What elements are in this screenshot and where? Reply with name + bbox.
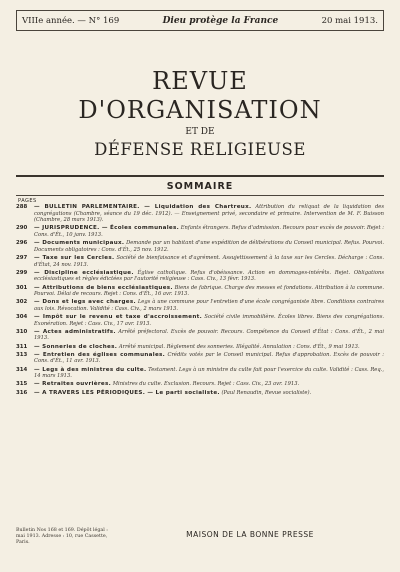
toc-summary: Arrêté municipal. Règlement des sonneries. Illégalité. Annulation : Cons. d'Ét., 9 mai 1913.: [118, 343, 360, 350]
toc-summary: Biens de fabrique. Charge des messes et fondations. Attribution à la commune. Pourvoi. Délai de recours. Rejet : Cons. d'Ét., 16 avr. 1913.: [34, 284, 385, 298]
toc-entry: [16, 344, 384, 351]
toc-page-number: 301: [16, 284, 28, 291]
toc-summary: Testament. Legs à un ministre du culte fait pour l'exercice du culte. Validité : Cass. Req., 14 mars 1913.: [34, 366, 384, 380]
toc-entry-text: [34, 225, 384, 238]
toc-page-number: 311: [16, 343, 28, 350]
toc-page-number: 304: [16, 314, 28, 321]
toc-entry-text: [34, 240, 384, 253]
toc-entry: [16, 390, 384, 397]
toc-summary: Enfants étrangers. Refus d'admission. Recours pour excès de pouvoir. Rejet : Cons. d'Ét., 10 janv. 1913.: [34, 225, 384, 238]
toc-entry: [16, 270, 384, 283]
toc-entry: [16, 329, 384, 342]
toc-entry-text: [34, 270, 384, 283]
toc-page-number: 290: [16, 225, 28, 232]
motto: Dieu protège la France: [162, 15, 279, 26]
toc-heading: — A TRAVERS LES PÉRIODIQUES. — Le parti socialiste.: [34, 389, 220, 396]
toc-entry-text: [34, 314, 384, 327]
toc-heading: — BULLETIN PARLEMENTAIRE. — Liquidation des Chartreux.: [34, 204, 252, 210]
toc-summary: Attribution du reliquat de la liquidation des congrégations (Chambre, séance du 19 déc. 1912). — Enseignement privé, secondaire et primaire. Intervention de M. F. Buisson (Chambre, 28 mars 1913).: [34, 204, 384, 224]
toc-page-number: 316: [16, 389, 28, 396]
publisher-name: MAISON DE LA BONNE PRESSE: [186, 530, 314, 539]
toc-heading: — Legs à des ministres du culte.: [34, 366, 147, 373]
issue-header: [16, 10, 384, 31]
toc-page-number: 296: [16, 240, 28, 247]
toc-summary: Ministres du culte. Exclusion. Recours. Rejet : Cass. Civ., 23 avr. 1913.: [112, 381, 300, 388]
masthead-line-2: D'ORGANISATION: [78, 96, 322, 124]
toc-entry: [16, 204, 384, 224]
toc-entry-text: [34, 344, 384, 351]
masthead-line-1: REVUE: [152, 67, 248, 95]
toc-entry: [16, 240, 384, 253]
masthead-line-4: DÉFENSE RELIGIEUSE: [94, 140, 306, 159]
toc-entry-text: [34, 299, 384, 312]
toc-summary: Legs à une commune pour l'entretien d'une école congréganiste libre. Conditions contraires aux lois. Révocation. Validité : Cass. Civ., 2 mars 1913.: [34, 299, 385, 312]
toc-heading: — Retraites ouvrières.: [34, 381, 112, 388]
toc-page-number: 297: [16, 254, 28, 261]
toc-summary: Société de bienfaisance et d'agrément. Assujettissement à la taxe sur les Cercles. Décharge : Cons. d'État, 24 nov. 1913.: [34, 254, 384, 268]
toc-entry-text: [34, 367, 384, 380]
toc-entry-text: [34, 204, 384, 224]
toc-summary: Arrêté préfectoral. Excès de pouvoir. Recours. Compétence du Conseil d'État : Cons. d'Ét., 2 mai 1913.: [34, 328, 384, 342]
toc-page-number: 310: [16, 328, 28, 335]
toc-entry: [16, 225, 384, 238]
toc-entry: [16, 285, 384, 298]
toc-heading: — Attributions de biens ecclésiastiques.: [34, 284, 173, 291]
toc-summary: Église catholique. Refus d'obéissance. Action en dommages-intérêts. Rejet. Obligations ecclésiastiques et règles édictées par l'autorité religieuse : Cass. Civ., 13 févr. 1913.: [34, 269, 384, 283]
toc-entry-text: [34, 390, 384, 397]
toc-summary: Crédits votés par le Conseil municipal. Refus d'approbation. Excès de pouvoir : Cons. d'Ét., 11 avr. 1913.: [34, 351, 384, 365]
toc-heading: — Dons et legs avec charges.: [34, 299, 136, 306]
sommaire-divider: [16, 195, 384, 196]
toc-entry: [16, 299, 384, 312]
toc-page-number: 299: [16, 269, 28, 276]
toc-summary: Société civile immobilière. Écoles libres. Biens des congrégations. Exonération. Rejet : Cass. Civ., 17 avr. 1913.: [34, 314, 384, 327]
toc-page-number: 315: [16, 381, 28, 388]
page-footer: [16, 528, 384, 546]
toc-page-number: 302: [16, 299, 28, 306]
toc-heading: — Entretien des églises communales.: [34, 351, 166, 358]
toc-summary: (Paul Renaudin, Revue socialiste).: [221, 389, 312, 396]
toc-entry-text: [34, 381, 384, 388]
toc-entry-text: [34, 352, 384, 365]
issue-number: VIIIe année. — N° 169: [22, 15, 120, 26]
sommaire-title: SOMMAIRE: [166, 181, 234, 192]
footer-notes: Bulletin Nos 168 et 169. Dépôt légal : mai 1913. Adresse : 10, rue Cassette, Paris.: [16, 528, 108, 545]
pages-column-label: PAGES: [18, 198, 37, 204]
toc-entry-text: [34, 329, 384, 342]
masthead: [16, 67, 384, 161]
toc-entry: [16, 367, 384, 380]
toc-entry: [16, 381, 384, 388]
toc-entry: [16, 314, 384, 327]
toc-page-number: 314: [16, 366, 28, 373]
toc-heading: — Documents municipaux.: [34, 240, 125, 247]
toc-entry: [16, 255, 384, 268]
top-divider: [16, 175, 384, 177]
toc-heading: — Discipline ecclésiastique.: [34, 269, 134, 276]
table-of-contents: [16, 204, 384, 396]
toc-page-number: 313: [16, 351, 28, 358]
toc-heading: — JURISPRUDENCE. — Écoles communales.: [34, 225, 180, 232]
masthead-line-3: ET DE: [185, 127, 215, 137]
toc-page-number: 288: [16, 204, 28, 210]
toc-heading: — Impôt sur le revenu et taxe d'accroissement.: [34, 314, 203, 321]
toc-heading: — Sonneries de cloches.: [34, 343, 118, 350]
toc-entry-text: [34, 255, 384, 268]
toc-heading: — Actes administratifs.: [34, 328, 116, 335]
issue-date: 20 mai 1913.: [321, 15, 378, 26]
toc-entry-text: [34, 285, 384, 298]
toc-summary: Demande par un habitant d'une expédition de délibérations du Conseil municipal. Refus. Pourvoi. Documents obligatoires : Cons. d'Ét., 25 nov. 1912.: [34, 240, 384, 253]
toc-entry: [16, 352, 384, 365]
toc-heading: — Taxe sur les Cercles.: [34, 254, 115, 261]
